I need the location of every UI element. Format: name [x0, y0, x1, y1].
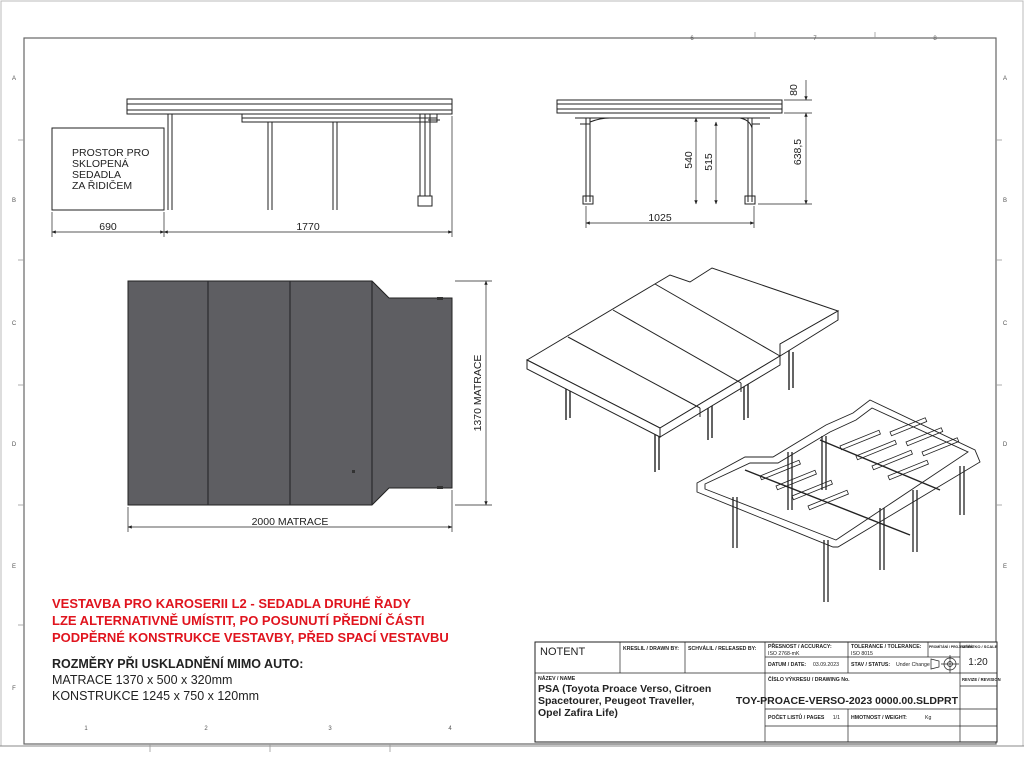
weight-unit: Kg: [925, 715, 932, 721]
grid-row-e-right: E: [1002, 564, 1008, 570]
storage-mattress: MATRACE 1370 x 500 x 320mm: [52, 673, 233, 687]
projection-label: PROMÍTÁNÍ / PROJECTION: [929, 645, 973, 649]
iso-bed-assembled: [527, 268, 838, 472]
dim-1025: 1025: [648, 212, 672, 224]
frame-tab-bottom: [437, 486, 443, 489]
company-name: NOTENT: [540, 646, 586, 658]
frame-tab-top: [437, 297, 443, 300]
name-line3: Opel Zafira Life): [538, 707, 618, 719]
name-line2: Spacetourer, Peugeot Traveller,: [538, 695, 695, 707]
grid-col-1: 1: [84, 726, 88, 732]
grid-row-b-left: B: [11, 198, 17, 204]
dim-690: 690: [99, 221, 117, 233]
grid-col-4: 4: [448, 726, 452, 732]
name-label: NÁZEV / NAME: [538, 676, 576, 682]
date-label: DATUM / DATE:: [768, 662, 807, 668]
iso-frame-tray: [697, 400, 980, 547]
accuracy-label: PŘESNOST / ACCURACY:: [768, 644, 832, 650]
date-value: 03.09.2023: [813, 662, 839, 668]
scale-label: MĚŘÍTKO / SCALE: [962, 644, 998, 649]
grid-col-3: 3: [328, 726, 332, 732]
pages-value: 1/1: [832, 715, 840, 721]
top-view: [128, 281, 452, 505]
dim-540: 540: [683, 151, 695, 169]
folded-seats-label-line4: ZA ŘIDIČEM: [72, 180, 133, 192]
tolerance-value: ISO 8015: [851, 651, 873, 657]
dim-2000-mattress: 2000 MATRACE: [251, 516, 329, 528]
note-red-line3: PODPĚRNÉ KONSTRUKCE VESTAVBY, PŘED SPACÍ VESTAVBU: [52, 630, 449, 645]
drawn-by-label: KRESLIL / DRAWN BY:: [623, 646, 680, 652]
released-by-label: SCHVÁLIL / RELEASED BY:: [688, 646, 757, 652]
end-view: [557, 100, 782, 204]
grid-row-c-left: C: [11, 321, 17, 327]
title-block: [535, 642, 1001, 742]
accuracy-value: ISO 2768-mK: [768, 651, 800, 657]
grid-row-d-left: D: [11, 442, 17, 448]
grid-row-b-right: B: [1002, 198, 1008, 204]
storage-frame: KONSTRUKCE 1245 x 750 x 120mm: [52, 689, 260, 703]
storage-dimensions-title: ROZMĚRY PŘI USKLADNĚNÍ MIMO AUTO:: [52, 657, 304, 671]
status-value: Under Change: [896, 662, 930, 668]
note-red-line2: LZE ALTERNATIVNĚ UMÍSTIT, PO POSUNUTÍ PŘEDNÍ ČÁSTI: [52, 613, 425, 628]
grid-col-7: 7: [813, 36, 817, 42]
drawing-no: TOY-PROACE-VERSO-2023 0000.00.SLDPRT: [735, 695, 958, 707]
mattress-marker: [352, 470, 355, 473]
pages-label: POČET LISTŮ / PAGES: [768, 715, 825, 721]
dim-80: 80: [788, 84, 800, 96]
grid-row-c-right: C: [1002, 321, 1008, 327]
grid-row-d-right: D: [1002, 442, 1008, 448]
scale-value: 1:20: [968, 657, 988, 668]
drawing-no-label: ČÍSLO VÝKRESU / DRAWING No.: [768, 677, 850, 683]
grid-col-8: 8: [933, 36, 937, 42]
grid-row-e-left: E: [11, 564, 17, 570]
side-bed-top: [127, 99, 452, 114]
iso-frame-only: [697, 400, 980, 602]
grid-row-a-right: A: [1002, 76, 1008, 82]
note-red-line1: VESTAVBA PRO KAROSERII L2 - SEDADLA DRUHÉ ŘADY: [52, 596, 411, 611]
dim-1770: 1770: [296, 221, 320, 233]
folded-seats-label-line1: PROSTOR PRO: [72, 147, 150, 159]
grid-col-6: 6: [690, 36, 694, 42]
grid-row-a-left: A: [11, 76, 17, 82]
dim-1370-mattress: 1370 MATRACE: [472, 354, 484, 432]
end-bed-top: [557, 100, 782, 113]
name-line1: PSA (Toyota Proace Verso, Citroen: [538, 683, 712, 695]
dim-515: 515: [703, 153, 715, 171]
tolerance-label: TOLERANCE / TOLERANCE:: [851, 644, 922, 650]
end-dimensions: [586, 80, 812, 228]
weight-label: HMOTNOST / WEIGHT:: [851, 715, 907, 721]
folded-seats-label-line3: SEDADLA: [72, 169, 122, 181]
dim-638-5: 638,5: [792, 138, 804, 166]
grid-col-2: 2: [204, 726, 208, 732]
grid-row-f-left: F: [12, 686, 16, 692]
revision-label: REVIZE / REVISION: [962, 677, 1001, 682]
folded-seats-label-line2: SKLOPENÁ: [72, 158, 129, 170]
status-label: STAV / STATUS:: [851, 662, 891, 668]
